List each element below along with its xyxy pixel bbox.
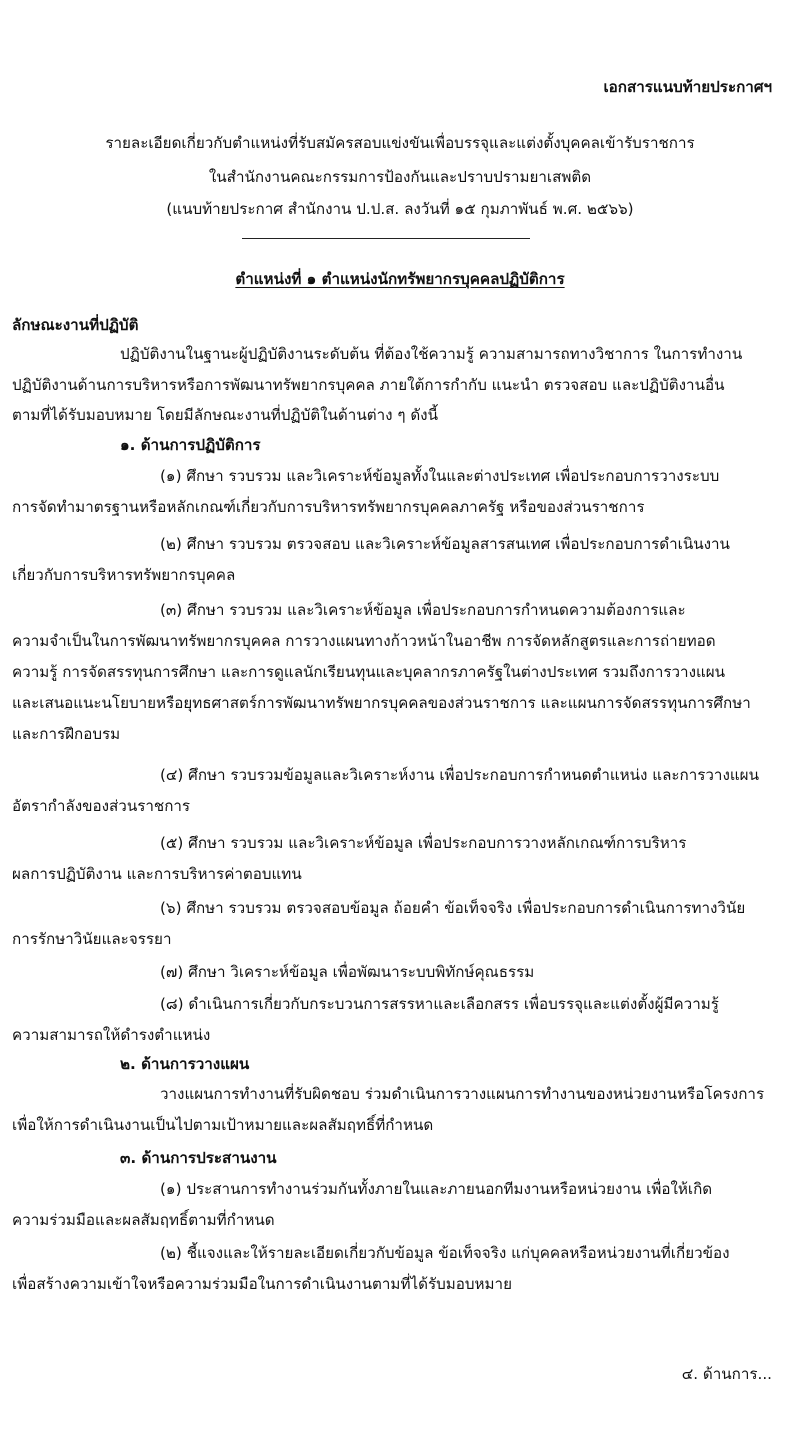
- s1-item3-line2: ความจำเป็นในการพัฒนาทรัพยากรบุคคล การวางแผนทางก้าวหน้าในอาชีพ การจัดหลักสูตรและการถ่ายทอด: [12, 632, 716, 650]
- section3-heading: ๓. ด้านการประสานงาน: [120, 1149, 277, 1167]
- divider-line: [242, 238, 530, 239]
- s1-item3-line5: และการฝึกอบรม: [12, 725, 121, 743]
- s1-item4-line1: (๔) ศึกษา รวบรวมข้อมูลและวิเคราะห์งาน เพื่อประกอบการกำหนดตำแหน่ง และการวางแผน: [160, 766, 759, 784]
- title-line-1: รายละเอียดเกี่ยวกับตำแหน่งที่รับสมัครสอบแข่งขันเพื่อบรรจุและแต่งตั้งบุคคลเข้ารับราชการ: [105, 134, 695, 152]
- intro-line-1: ปฏิบัติงานในฐานะผู้ปฏิบัติงานระดับต้น ที่ต้องใช้ความรู้ ความสามารถทางวิชาการ ในการทำงาน: [120, 345, 743, 363]
- s1-item7-line1: (๗) ศึกษา วิเคราะห์ข้อมูล เพื่อพัฒนาระบบพิทักษ์คุณธรรม: [160, 963, 535, 981]
- title-line-3: (แนบท้ายประกาศ สำนักงาน ป.ป.ส. ลงวันที่ ๑๕ กุมภาพันธ์ พ.ศ. ๒๕๖๖): [166, 200, 634, 218]
- s1-item4-line2: อัตรากำลังของส่วนราชการ: [12, 797, 191, 815]
- s3-item1-line1: (๑) ประสานการทำงานร่วมกันทั้งภายในและภายนอกทีมงานหรือหน่วยงาน เพื่อให้เกิด: [160, 1180, 713, 1198]
- s1-item3-line3: ความรู้ การจัดสรรทุนการศึกษา และการดูแลนักเรียนทุนและบุคลากรภาครัฐในต่างประเทศ รวมถึงการวางแผน: [12, 663, 726, 681]
- s1-item1-line1: (๑) ศึกษา รวบรวม และวิเคราะห์ข้อมูลทั้งในและต่างประเทศ เพื่อประกอบการวางระบบ: [160, 467, 720, 485]
- continued-footer: ๔. ด้านการ...: [681, 1365, 772, 1383]
- s1-item1-line2: การจัดทำมาตรฐานหรือหลักเกณฑ์เกี่ยวกับการบริหารทรัพยากรบุคคลภาครัฐ หรือของส่วนราชการ: [12, 498, 645, 516]
- section2-heading: ๒. ด้านการวางแผน: [120, 1055, 250, 1073]
- section-heading: ลักษณะงานที่ปฏิบัติ: [12, 316, 139, 334]
- s2-line2: เพื่อให้การดำเนินงานเป็นไปตามเป้าหมายและผลสัมฤทธิ์ที่กำหนด: [12, 1116, 434, 1134]
- s1-item5-line2: ผลการปฏิบัติงาน และการบริหารค่าตอบแทน: [12, 865, 302, 883]
- s1-item2-line2: เกี่ยวกับการบริหารทรัพยากรบุคคล: [12, 566, 236, 584]
- position-title: ตำแหน่งที่ ๑ ตำแหน่งนักทรัพยากรบุคคลปฏิบัติการ: [235, 270, 565, 288]
- intro-line-2: ปฏิบัติงานด้านการบริหารหรือการพัฒนาทรัพยากรบุคคล ภายใต้การกำกับ แนะนำ ตรวจสอบ และปฏิบัติงานอื่น: [12, 376, 725, 394]
- s1-item3-line1: (๓) ศึกษา รวบรวม และวิเคราะห์ข้อมูล เพื่อประกอบการกำหนดความต้องการและ: [160, 601, 686, 619]
- s3-item1-line2: ความร่วมมือและผลสัมฤทธิ์ตามที่กำหนด: [12, 1211, 275, 1229]
- s1-item8-line2: ความสามารถให้ดำรงตำแหน่ง: [12, 1026, 211, 1044]
- s1-item6-line2: การรักษาวินัยและจรรยา: [12, 930, 172, 948]
- s1-item3-line4: และเสนอแนะนโยบายหรือยุทธศาสตร์การพัฒนาทรัพยากรบุคคลของส่วนราชการ และแผนการจัดสรรทุนการศึกษา: [12, 694, 751, 712]
- s1-item8-line1: (๘) ดำเนินการเกี่ยวกับกระบวนการสรรหาและเลือกสรร เพื่อบรรจุและแต่งตั้งผู้มีความรู้: [160, 995, 719, 1013]
- attachment-label: เอกสารแนบท้ายประกาศฯ: [603, 78, 772, 96]
- s1-item5-line1: (๕) ศึกษา รวบรวม และวิเคราะห์ข้อมูล เพื่อประกอบการวางหลักเกณฑ์การบริหาร: [160, 834, 687, 852]
- intro-line-3: ตามที่ได้รับมอบหมาย โดยมีลักษณะงานที่ปฏิบัติในด้านต่าง ๆ ดังนี้: [12, 406, 438, 424]
- section1-heading: ๑. ด้านการปฏิบัติการ: [120, 436, 261, 454]
- s1-item2-line1: (๒) ศึกษา รวบรวม ตรวจสอบ และวิเคราะห์ข้อมูลสารสนเทศ เพื่อประกอบการดำเนินงาน: [160, 535, 730, 553]
- title-line-2: ในสำนักงานคณะกรรมการป้องกันและปราบปรามยาเสพติด: [208, 168, 592, 186]
- s3-item2-line2: เพื่อสร้างความเข้าใจหรือความร่วมมือในการดำเนินงานตามที่ได้รับมอบหมาย: [12, 1275, 512, 1293]
- s3-item2-line1: (๒) ชี้แจงและให้รายละเอียดเกี่ยวกับข้อมูล ข้อเท็จจริง แก่บุคคลหรือหน่วยงานที่เกี่ยวข้อง: [160, 1244, 730, 1262]
- s1-item6-line1: (๖) ศึกษา รวบรวม ตรวจสอบข้อมูล ถ้อยคำ ข้อเท็จจริง เพื่อประกอบการดำเนินการทางวินัย: [160, 899, 746, 917]
- s2-line1: วางแผนการทำงานที่รับผิดชอบ ร่วมดำเนินการวางแผนการทำงานของหน่วยงานหรือโครงการ: [160, 1085, 765, 1103]
